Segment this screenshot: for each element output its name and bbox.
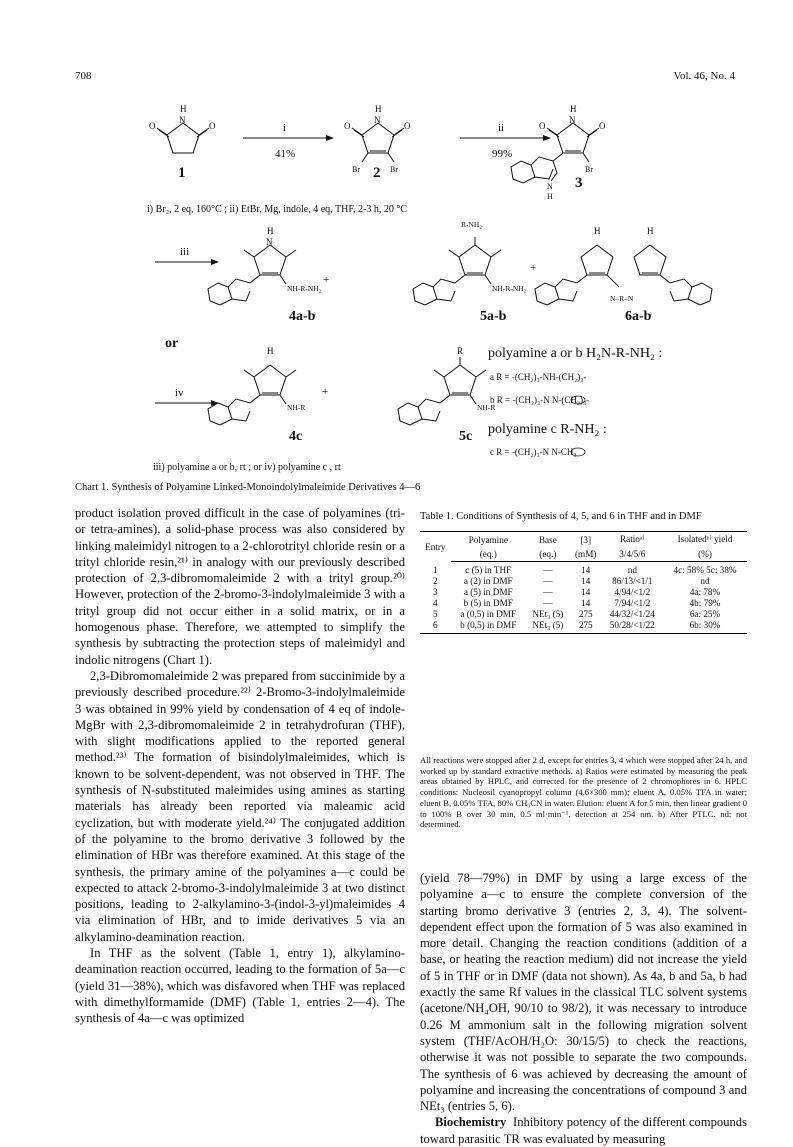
table-cell: a (0,5) in DMF <box>460 609 517 619</box>
sub-4ab: NH-R-NH₂ <box>287 284 322 293</box>
atom-n-1: N <box>179 115 186 125</box>
paragraph: product isolation proved difficult in the case of polyamines (tri- or tetra-amines), a solid-phase process was also considered by linking maleimidyl nitrogen to a 2-chlorotrityl chloride resin or a trityl chloride resin,²¹⁾ in analogy with our previously described protection of 2,3-dibromomaleimide 2 with a trityl group.²⁰⁾ However, protection of the 2-bromo-3-indolylmaleimide 3 with a trityl group did not occur either in a solid matrix, or in a homogenous phase. Therefore, we attempted to simplify the synthesis by subtracting the protection steps of maleimidyl and indolic nitrogens (Chart 1). <box>75 506 405 667</box>
step-iii-label: iii <box>180 246 190 258</box>
polyamine-b-def: b R = -(CH₂)₃-N N-(CH₂)₃- <box>490 395 590 405</box>
label-compound-4ab: 4a-b <box>289 309 316 324</box>
table-cell: b (5) in DMF <box>463 598 513 608</box>
table-1 <box>420 531 747 634</box>
polyamine-ab-heading: polyamine a or b H₂N-R-NH₂ : <box>488 346 663 361</box>
compound-5ab-structure <box>413 237 501 305</box>
column-header: [3] <box>570 532 602 548</box>
table-row <box>420 609 747 620</box>
compound-1-structure <box>157 123 209 153</box>
atom-br-3: Br <box>585 165 593 174</box>
conditions-line-2: iii) polyamine a or b, rt ; or iv) polyamine c , rt <box>153 462 341 473</box>
section-heading: Biochemistry <box>435 1115 507 1130</box>
sub-5ab: NH-R-NH₂ <box>492 284 527 293</box>
table-cell: 86/13/<1/1 <box>612 576 653 586</box>
atom-h-1: H <box>180 104 187 114</box>
table-row <box>420 576 747 587</box>
step-iv-label: iv <box>175 387 184 399</box>
table-cell: a (2) in DMF <box>463 576 513 586</box>
scheme-row-3-labels <box>153 346 662 473</box>
table-cell: 6 <box>420 620 451 634</box>
table-cell: 4a: 78% <box>689 587 721 597</box>
atom-h-2: H <box>375 104 382 114</box>
atom-br-2b: Br <box>390 165 398 174</box>
plus-2: + <box>530 262 537 274</box>
table-cell: 14 <box>581 576 591 586</box>
right-column <box>420 870 747 1147</box>
atom-h-indole-3: H <box>547 192 553 201</box>
atom-n-4ab: N <box>266 237 273 247</box>
paragraph-text: Inhibitory potency of the different compounds toward parasitic TR was evaluated by measuring <box>420 1115 748 1146</box>
table-cell: 14 <box>581 587 591 597</box>
atom-n-3: N <box>569 115 576 125</box>
atom-h-4c: H <box>267 346 274 356</box>
scheme-row-2-labels <box>165 220 654 351</box>
paragraph: 2,3-Dibromomaleimide 2 was prepared from succinimide by a previously described procedure.²²⁾ 2-Bromo-3-indolylmaleimide 3 was obtained in 99% yield by condensation of 4 eq of indole-MgBr with 2,3-dibromomaleimide 2 in tetrahydrofuran (THF), with slight modifications applied to the reported general method.²³⁾ The formation of bisindolylmaleimides, which is known to be solvent-dependent, was not observed in THF. The synthesis of N-substituted maleimides using amines as starting materials has already been reported via maleamic acid cyclization, but with moderate yield.²⁴⁾ The conjugated addition of the polyamine to the bromo derivative 3 followed by the elimination of HBr was therefore examined. At this stage of the synthesis, the primary amine of the polyamines a—c could be expected to attack 2-bromo-3-indolylmaleimide 3 at two distinct positions, leading to 2-alkylamino-3-(indol-3-yl)maleimides 4 via elimination of HBr, and to imide derivatives 5 via an alkylamino-deamination reaction. <box>75 668 405 944</box>
or-label: or <box>165 336 179 351</box>
paragraph: In THF as the solvent (Table 1, entry 1), alkylamino-deamination reaction occurred, leading to the formation of 5a—c (yield 31—38%), which was disfavored when THF was replaced with dimethylformamide (DMF) (Table 1, entries 2—4). The synthesis of 4a—c was optimized <box>75 946 405 1026</box>
link-6: N–R–N <box>610 294 634 303</box>
atom-n-2: N <box>374 115 381 125</box>
table-cell: — <box>543 565 553 575</box>
table-row <box>420 587 747 598</box>
conditions-line: i) Br₂, 2 eq, 160°C ; ii) EtBr, Mg, indole, 4 eq, THF, 2-3 h, 20 °C <box>147 204 408 215</box>
paragraph <box>420 1114 747 1147</box>
atom-o-2b: O <box>404 121 411 131</box>
table-cell: 3 <box>432 587 438 597</box>
label-compound-1: 1 <box>178 165 186 181</box>
label-compound-5ab: 5a-b <box>480 309 507 324</box>
table-cell: 4b: 79% <box>689 598 721 608</box>
table-cell: 4c: 58% 5c: 38% <box>673 565 737 575</box>
atom-o-3a: O <box>539 121 546 131</box>
compound-3-structure <box>511 123 599 183</box>
atom-n-indole-3: N <box>547 182 553 191</box>
left-column <box>75 505 405 1027</box>
column-subheader: (eq.) <box>526 547 570 562</box>
polyamine-a-def: a R = -(CH₂)₃-NH-(CH₂)₃- <box>490 372 587 382</box>
table-cell: 4/94/<1/2 <box>614 587 651 597</box>
table-cell: nd <box>627 565 637 575</box>
column-header: Polyamine <box>451 532 526 548</box>
table-title: Table 1. Conditions of Synthesis of 4, 5, and 6 in THF and in DMF <box>420 511 702 522</box>
yield-ii: 99% <box>492 148 513 160</box>
sub-4c: NH-R <box>287 403 306 412</box>
label-compound-5c: 5c <box>459 429 473 444</box>
table-footnote: All reactions were stopped after 2 d, except for entries 3, 4 which were stopped after 24 h, and worked up by standard extractive methods. a) Ratios were estimated by measuring the peak areas obtained by HPLC, and corrected for the presence of 2 chromophores in 6. HPLC conditions: Nucleosil cyanopropyl column (4.6×300 mm); eluent A, 0.05% TFA in water; eluent B, 0.05% TFA, 80% CH₃CN in water. Elution: eluent A for 5 min, then linear gradient 0 to 100% B over 30 min, 0.5 ml·min⁻¹, detection at 254 nm. b) After PTLC. nd: not determined. <box>420 755 747 830</box>
table-cell: 5 <box>432 609 438 619</box>
column-subheader: 3/4/5/6 <box>602 547 663 562</box>
table-row <box>420 562 747 576</box>
sub-5ab-top: R-NH₂ <box>461 220 482 229</box>
table-cell: nd <box>700 576 710 586</box>
plus-3: + <box>322 386 329 398</box>
plus-1: + <box>323 274 330 286</box>
atom-h-6b: H <box>647 226 654 236</box>
table-row <box>420 598 747 609</box>
table-cell: NEt₃ (5) <box>532 609 564 619</box>
atom-r-5c: R <box>457 346 464 356</box>
compound-4ab-structure <box>208 245 296 305</box>
atom-br-2a: Br <box>352 165 360 174</box>
table-cell: 44/32/<1/24 <box>609 609 655 619</box>
column-header: Isolatedᵇ⁾ yield <box>663 532 747 548</box>
atom-h-4ab: H <box>267 226 274 236</box>
table-cell: 275 <box>578 609 593 619</box>
chart-caption: Chart 1. Synthesis of Polyamine Linked-Monoindolylmaleimide Derivatives 4—6 <box>75 482 421 493</box>
table-cell: 50/28/<1/22 <box>602 620 663 634</box>
compound-4c-structure <box>208 365 296 425</box>
page-number: 708 <box>75 70 92 82</box>
paragraph: (yield 78—79%) in DMF by using a large excess of the polyamine a—c to ensure the complete conversion of the starting bromo derivative 3 (entries 2, 3, 4). The solvent-dependent effect upon the formation of 5 was also examined in more detail. Changing the reaction conditions (addition of a base, or heating the reaction medium) did not increase the yield of 5 in THF or in DMF (data not shown). As 4a, b and 5a, b had exactly the same Rf values in the classical TLC solvent systems (acetone/NH₄OH, 90/10 to 98/2), it was necessary to introduce 0.26 M ammonium salt in the following migration solvent system (THF/AcOH/H₂O: 30/15/5) to check the reactions, otherwise it was not possible to separate the two compounds. The synthesis of 6 was achieved by decreasing the amount of polyamine and increasing the concentrations of compound 3 and NEt₃ (entries 5, 6). <box>420 871 747 1114</box>
table-cell: — <box>543 576 553 586</box>
table-cell: — <box>543 587 553 597</box>
synthesis-scheme <box>75 95 755 475</box>
label-compound-2: 2 <box>373 165 381 181</box>
table-cell: 6b: 30% <box>663 620 747 634</box>
atom-o-2a: O <box>344 121 351 131</box>
table-cell: c (5) in THF <box>465 565 512 575</box>
label-compound-4c: 4c <box>289 429 303 444</box>
atom-h-6a: H <box>594 226 601 236</box>
column-subheader: (eq.) <box>451 547 526 562</box>
label-compound-6ab: 6a-b <box>625 309 652 324</box>
step-ii-label: ii <box>498 122 505 134</box>
column-header: Base <box>526 532 570 548</box>
table-cell: 4 <box>432 598 438 608</box>
atom-o-1a: O <box>149 121 156 131</box>
sub-5c: NH-R <box>477 403 496 412</box>
atom-o-3b: O <box>599 121 606 131</box>
column-subheader: (%) <box>663 547 747 562</box>
column-header: Entry <box>420 532 451 562</box>
column-header: Ratioᵃ⁾ <box>602 532 663 548</box>
polyamine-c-def: c R = -(CH₂)₃-N N-CH₃ <box>490 447 577 457</box>
atom-h-3: H <box>570 104 577 114</box>
table-cell: 14 <box>581 598 591 608</box>
polyamine-c-heading: polyamine c R-NH₂ : <box>488 422 607 437</box>
step-i-label: i <box>283 122 287 134</box>
table-row <box>420 620 747 634</box>
compound-2-structure <box>352 123 404 162</box>
table-cell: 7/94/<1/2 <box>614 598 651 608</box>
table-cell: NEt₃ (5) <box>526 620 570 634</box>
yield-i: 41% <box>275 148 296 160</box>
column-subheader: (mM) <box>570 547 602 562</box>
journal-volume: Vol. 46, No. 4 <box>673 70 735 82</box>
table-cell: 6a: 25% <box>689 609 721 619</box>
compound-5c-structure <box>398 357 486 425</box>
table-cell: a (5) in DMF <box>463 587 513 597</box>
atom-o-1b: O <box>209 121 216 131</box>
table-cell: 2 <box>432 576 438 586</box>
table-cell: b (0,5) in DMF <box>451 620 526 634</box>
scheme-row-3 <box>155 357 486 425</box>
table-cell: — <box>543 598 553 608</box>
label-compound-3: 3 <box>575 175 583 191</box>
table-cell: 1 <box>432 564 438 575</box>
table-cell: 275 <box>570 620 602 634</box>
table-cell: 14 <box>581 565 591 575</box>
